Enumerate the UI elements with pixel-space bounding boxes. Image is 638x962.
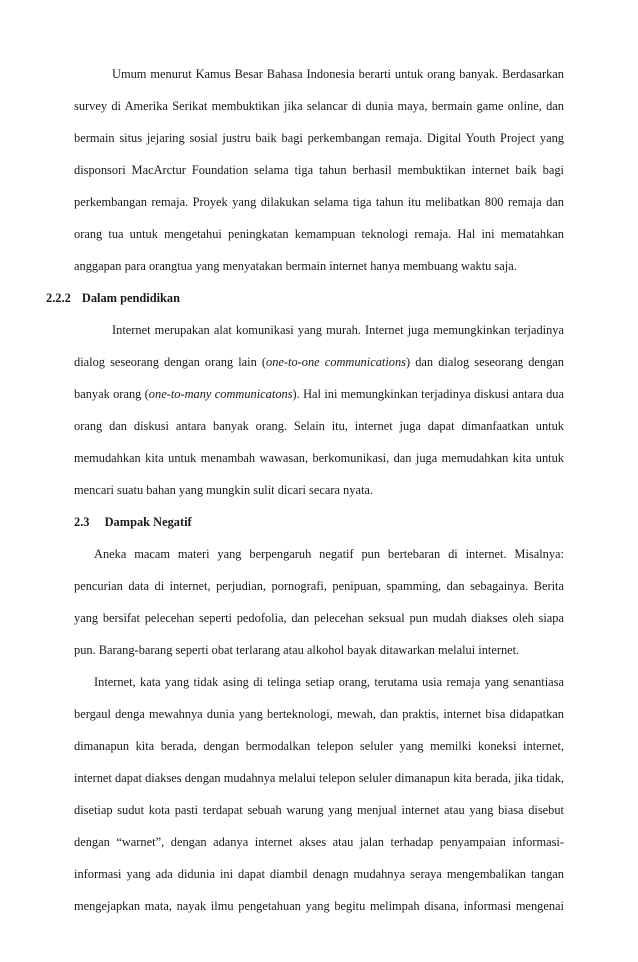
paragraph-line: disetiap sudut kota pasti terdapat sebuah warung yang menjual internet atau yang biasa disebut — [74, 803, 564, 817]
paragraph-line: orang dan diskusi antara banyak orang. Selain itu, internet juga dapat dimanfaatkan untuk — [74, 419, 564, 433]
paragraph-line: orang tua untuk mengetahui peningkatan kemampuan teknologi remaja. Hal ini mematahkan — [74, 227, 564, 241]
paragraph-line: disponsori MacArctur Foundation selama tiga tahun berhasil membuktikan internet baik bagi — [74, 163, 564, 177]
paragraph-line: anggapan para orangtua yang menyatakan bermain internet hanya membuang waktu saja. — [74, 259, 517, 273]
paragraph-line: bermain situs jejaring sosial justru baik bagi perkembangan remaja. Digital Youth Project yang — [74, 131, 564, 145]
paragraph-line: informasi yang ada didunia ini dapat diambil denagn mudahnya seraya mengembalikan tangan — [74, 867, 564, 881]
paragraph-line: internet dapat diakses dengan mudahnya melalui telepon seluler dimanapun kita berada, jika tidak, — [74, 771, 564, 785]
section-title: Dalam pendidikan — [81, 291, 181, 305]
paragraph-line: yang bersifat pelecehan seperti pedofolia, dan pelecehan seksual pun mudah diakses oleh siapa — [74, 611, 564, 625]
italic-term: one-to-one communications — [266, 355, 406, 369]
paragraph-line: pun. Barang-barang seperti obat terlarang atau alkohol bayak ditawarkan melalui internet. — [74, 643, 520, 657]
paragraph-line: banyak orang (one-to-many communicatons). Hal ini memungkinkan terjadinya diskusi antara dua — [74, 387, 564, 401]
paragraph-line: survey di Amerika Serikat membuktikan jika selancar di dunia maya, bermain game online, dan — [74, 99, 564, 113]
section-heading-2-3 — [74, 514, 192, 530]
paragraph-line: Internet merupakan alat komunikasi yang murah. Internet juga memungkinkan terjadinya — [112, 323, 564, 337]
section-number: 2.2.2 — [46, 291, 71, 305]
paragraph-line: dengan “warnet”, dengan adanya internet akses atau jalan terhadap penyampaian informasi- — [74, 835, 564, 849]
section-title: Dampak Negatif — [104, 515, 192, 529]
paragraph-line: Aneka macam materi yang berpengaruh negatif pun bertebaran di internet. Misalnya: — [94, 547, 564, 561]
italic-term: one-to-many communicatons — [148, 387, 293, 401]
paragraph-line: mengejapkan mata, nayak ilmu pengetahuan yang begitu melimpah disana, informasi mengenai — [74, 899, 564, 913]
paragraph-line: memudahkan kita untuk menambah wawasan, berkomunikasi, dan juga memudahkan kita untuk — [74, 451, 564, 465]
paragraph-line: pencurian data di internet, perjudian, pornografi, penipuan, spamming, dan sebagainya. Berita — [74, 579, 564, 593]
paragraph-line: perkembangan remaja. Proyek yang dilakukan selama tiga tahun itu melibatkan 800 remaja dan — [74, 195, 564, 209]
paragraph-line: Internet, kata yang tidak asing di telinga setiap orang, terutama usia remaja yang senantiasa — [94, 675, 564, 689]
paragraph-line: Umum menurut Kamus Besar Bahasa Indonesia berarti untuk orang banyak. Berdasarkan — [112, 67, 564, 81]
paragraph-line: bergaul denga mewahnya dunia yang berteknologi, mewah, dan praktis, internet bisa didapatkan — [74, 707, 564, 721]
paragraph-line: dialog seseorang dengan orang lain (one-to-one communications) dan dialog seseorang dengan — [74, 355, 564, 369]
section-number: 2.3 — [74, 515, 90, 529]
section-heading-2-2-2 — [46, 290, 180, 306]
paragraph-line: dimanapun kita berada, dengan bermodalkan telepon seluler yang memilki koneksi internet, — [74, 739, 564, 753]
paragraph-line: mencari suatu bahan yang mungkin sulit dicari secara nyata. — [74, 483, 373, 497]
